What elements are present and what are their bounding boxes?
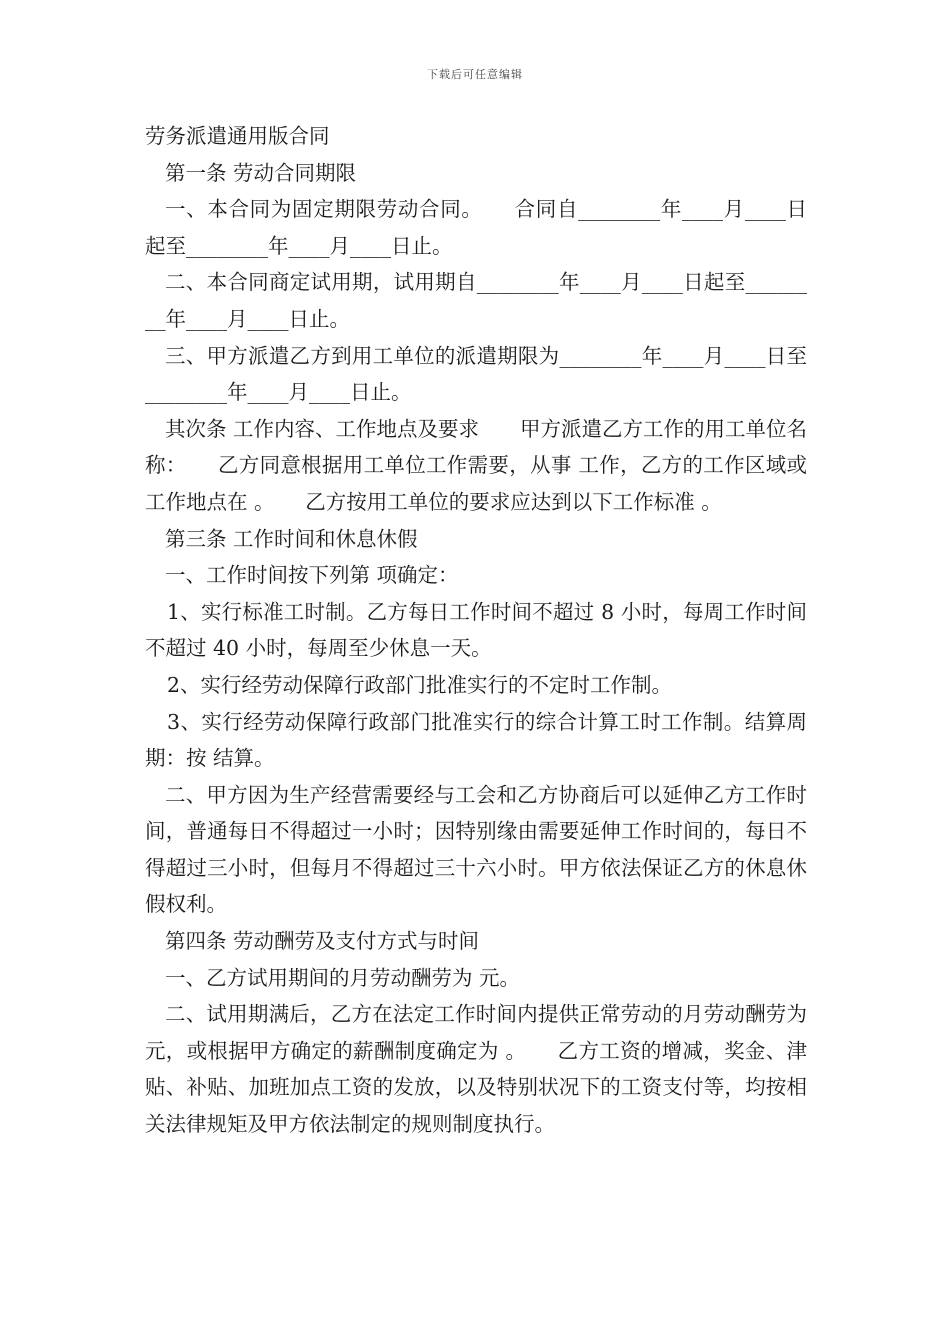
article-1-clause-1: 一、本合同为固定期限劳动合同。 合同自________年____月____日起至________年____月____日止。 [145,197,807,258]
article-4-clause-1: 一、乙方试用期间的月劳动酬劳为 元。 [165,965,521,990]
article-3-heading: 第三条 工作时间和休息休假 [165,526,418,551]
article-1-clause-3: 三、甲方派遣乙方到用工单位的派遣期限为________年____月____日至________年____月____日止。 [145,343,807,405]
article-1-clause-2: 二、本合同商定试用期，试用期自________年____月____日起至________年____月____日止。 [145,270,807,331]
article-3-clause-2: 二、甲方因为生产经营需要经与工会和乙方协商后可以延伸乙方工作时间，普通每日不得超过一小时；因特别缘由需要延伸工作时间的，每日不得超过三小时，但每月不得超过三十六小时。甲方依法保证乙方的休息休假权利。 [145,782,807,917]
article-3-item-1: 1、实行标准工时制。乙方每日工作时间不超过 8 小时，每周工作时间不超过 40 小时，每周至少休息一天。 [145,599,807,661]
article-4-heading: 第四条 劳动酬劳及支付方式与时间 [165,929,480,954]
article-1-heading: 第一条 劳动合同期限 [165,160,357,185]
article-4-clause-2: 二、试用期满后，乙方在法定工作时间内提供正常劳动的月劳动酬劳为 元，或根据甲方确定的薪酬制度确定为 。 乙方工资的增减，奖金、津贴、补贴、加班加点工资的发放，以及特别状况下的工资支付等，均按相关法律规矩及甲方依法制定的规则制度执行。 [145,1002,807,1137]
document-title: 劳务派遣通用版合同 [145,124,330,148]
article-2-paragraph: 其次条 工作内容、工作地点及要求 甲方派遣乙方工作的用工单位名称： 乙方同意根据用工单位工作需要，从事 工作，乙方的工作区域或工作地点在 。 乙方按用工单位的要求应达到以下工作标准 。 [145,416,808,514]
article-3-item-3: 3、实行经劳动保障行政部门批准实行的综合计算工时工作制。结算周期：按 结算。 [145,709,807,771]
page-header: 下载后可任意编辑 [427,68,523,81]
article-3-item-2: 2、实行经劳动保障行政部门批准实行的不定时工作制。 [167,672,673,697]
article-3-clause-1: 一、工作时间按下列第 项确定： [165,563,459,588]
document-body [145,118,807,1143]
